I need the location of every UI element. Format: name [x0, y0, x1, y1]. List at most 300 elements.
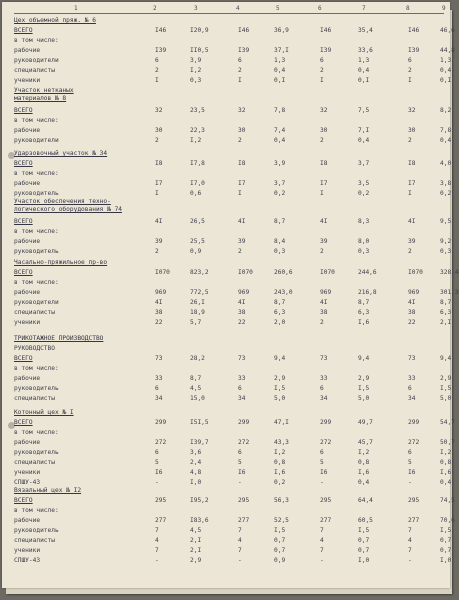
table-cell: 73: [238, 355, 246, 362]
table-row: [14, 344, 444, 353]
table-cell: 2: [155, 248, 159, 255]
table-cell: 22: [155, 319, 163, 326]
row-label: специалисты: [14, 309, 55, 316]
table-cell: 43,3: [274, 439, 289, 446]
table-cell: 0,4: [440, 479, 452, 486]
table-cell: 2,0: [274, 319, 286, 326]
table-cell: 4,8: [190, 469, 202, 476]
row-label: в том числе:: [14, 365, 59, 372]
table-cell: 4: [238, 537, 242, 544]
column-header: 8: [406, 5, 410, 12]
table-cell: 47,I: [274, 419, 289, 426]
table-cell: -: [155, 479, 159, 486]
row-label: в том числе:: [14, 429, 59, 436]
row-label: в том числе:: [14, 507, 59, 514]
table-cell: 44,8: [440, 47, 455, 54]
table-cell: 2,I: [190, 547, 202, 554]
table-cell: 272: [155, 439, 167, 446]
table-cell: 15,0: [190, 395, 205, 402]
table-cell: 73: [408, 355, 416, 362]
table-cell: 5,0: [440, 395, 452, 402]
table-cell: I39: [320, 47, 332, 54]
table-cell: 4I: [238, 218, 246, 225]
table-row: [14, 448, 452, 457]
table-cell: 7,8: [274, 107, 286, 114]
table-cell: I: [155, 190, 159, 197]
table-cell: 7: [320, 547, 324, 554]
table-cell: 46,6: [440, 27, 455, 34]
table-cell: 6: [320, 449, 324, 456]
table-cell: 6: [408, 57, 412, 64]
table-cell: 4I: [320, 218, 328, 225]
table-cell: 5: [155, 459, 159, 466]
row-label: в том числе:: [14, 170, 59, 177]
table-cell: 969: [320, 289, 332, 296]
table-cell: 0,4: [440, 137, 452, 144]
table-cell: 32: [238, 107, 246, 114]
row-label: ВСЕГО: [14, 419, 33, 426]
table-row: [14, 258, 444, 267]
row-label: специалисты: [14, 67, 55, 74]
table-cell: 0,I: [440, 77, 452, 84]
table-cell: 0,3: [190, 77, 202, 84]
table-row: [14, 36, 444, 45]
table-cell: 4I: [408, 218, 416, 225]
table-row: [14, 66, 452, 75]
table-cell: 2: [320, 137, 324, 144]
table-cell: I8: [238, 160, 246, 167]
table-row: [14, 237, 452, 246]
table-cell: 4I: [155, 299, 163, 306]
table-cell: I,5: [274, 385, 286, 392]
table-cell: I7,8: [190, 160, 205, 167]
table-cell: 38: [320, 309, 328, 316]
table-cell: 0,8: [274, 459, 286, 466]
row-label: рабочие: [14, 180, 41, 187]
row-label: руководитель: [14, 190, 59, 197]
table-cell: 5: [320, 459, 324, 466]
row-label: ученики: [14, 469, 41, 476]
row-label: рабочие: [14, 289, 41, 296]
table-cell: 33: [155, 375, 163, 382]
row-label: рабочие: [14, 47, 41, 54]
column-header: 4: [236, 5, 240, 12]
table-cell: I,0: [440, 557, 452, 564]
table-cell: I: [238, 190, 242, 197]
table-cell: 2: [155, 137, 159, 144]
table-cell: 6: [238, 449, 242, 456]
table-cell: 32: [408, 107, 416, 114]
table-row: [14, 408, 444, 417]
table-cell: 1,3: [440, 57, 452, 64]
table-cell: 74,5: [440, 497, 455, 504]
table-cell: I6: [238, 469, 246, 476]
table-cell: 4,5: [190, 527, 202, 534]
table-cell: 7: [320, 527, 324, 534]
table-row: [14, 458, 452, 467]
table-cell: 6: [238, 385, 242, 392]
column-header: 9: [442, 5, 446, 12]
row-label: руководитель: [14, 248, 59, 255]
table-cell: 9,2: [440, 238, 452, 245]
table-cell: 2: [320, 67, 324, 74]
table-cell: 2: [320, 319, 324, 326]
table-row: [14, 169, 444, 178]
table-cell: 244,6: [358, 269, 377, 276]
table-cell: I83,6: [190, 517, 209, 524]
table-cell: 26,I: [190, 299, 205, 306]
table-cell: 0,7: [274, 537, 286, 544]
table-cell: 6,3: [274, 309, 286, 316]
table-cell: 272: [320, 439, 332, 446]
row-label: СПШУ-43: [14, 557, 41, 564]
table-cell: 4I: [238, 299, 246, 306]
table-cell: 8,7: [440, 299, 452, 306]
table-cell: I070: [408, 269, 423, 276]
table-row: [14, 46, 455, 55]
table-cell: 8,0: [358, 238, 370, 245]
table-cell: I,6: [440, 469, 452, 476]
table-row: [14, 227, 444, 236]
table-cell: 54,7: [440, 419, 455, 426]
table-cell: 2,4: [190, 459, 202, 466]
table-cell: 295: [155, 497, 167, 504]
table-row: [14, 278, 444, 287]
table-cell: 7: [238, 547, 242, 554]
row-label: ВСЕГО: [14, 160, 33, 167]
table-cell: 7: [155, 527, 159, 534]
table-cell: 277: [238, 517, 250, 524]
table-cell: I6: [155, 469, 163, 476]
table-cell: I,5: [358, 385, 370, 392]
table-cell: 2,9: [358, 375, 370, 382]
table-row: [14, 318, 452, 327]
table-cell: I39: [155, 47, 167, 54]
table-cell: -: [408, 557, 412, 564]
table-cell: 2: [408, 67, 412, 74]
table-cell: 277: [155, 517, 167, 524]
row-label: руководители: [14, 137, 59, 144]
table-cell: 8,4: [274, 238, 286, 245]
table-cell: 30: [408, 127, 416, 134]
table-cell: 295: [320, 497, 332, 504]
table-cell: 295: [238, 497, 250, 504]
table-cell: 3,7: [358, 160, 370, 167]
row-label: в том числе:: [14, 279, 59, 286]
table-cell: 73: [155, 355, 163, 362]
table-cell: 73: [320, 355, 328, 362]
table-cell: I,5: [274, 527, 286, 534]
table-cell: 7,5: [358, 107, 370, 114]
table-row: [14, 116, 444, 125]
table-cell: 299: [408, 419, 420, 426]
table-cell: 6: [155, 385, 159, 392]
table-row: [14, 308, 452, 317]
table-cell: 30: [155, 127, 163, 134]
table-row: [14, 106, 452, 115]
table-cell: I39: [408, 47, 420, 54]
table-row: [14, 217, 452, 226]
table-cell: I,5: [440, 385, 452, 392]
table-cell: I5I,5: [190, 419, 209, 426]
table-row: [14, 438, 455, 447]
table-row: [14, 298, 452, 307]
table-cell: 56,3: [274, 497, 289, 504]
table-cell: I: [238, 77, 242, 84]
table-cell: I95,2: [190, 497, 209, 504]
table-row: [14, 384, 452, 393]
table-cell: 0,6: [190, 190, 202, 197]
table-cell: 6: [155, 57, 159, 64]
column-header: 7: [362, 5, 366, 12]
table-cell: I: [408, 77, 412, 84]
table-cell: 33,6: [358, 47, 373, 54]
table-row: [14, 26, 455, 35]
column-header: 1: [74, 5, 78, 12]
table-cell: 2,I: [440, 319, 452, 326]
table-cell: 2: [155, 67, 159, 74]
row-label: рабочие: [14, 127, 41, 134]
table-cell: 1,3: [274, 57, 286, 64]
table-cell: 0,9: [190, 248, 202, 255]
table-cell: 3,8: [440, 180, 452, 187]
row-label: рабочие: [14, 517, 41, 524]
table-cell: 37,I: [274, 47, 289, 54]
table-row: [14, 288, 459, 297]
row-label: рабочие: [14, 375, 41, 382]
table-row: [14, 418, 455, 427]
table-row: [14, 496, 455, 505]
table-cell: 18,9: [190, 309, 205, 316]
table-cell: 23,5: [190, 107, 205, 114]
table-cell: I8: [320, 160, 328, 167]
row-label: ВСЕГО: [14, 218, 33, 225]
table-cell: 328,4: [440, 269, 459, 276]
column-header: 6: [318, 5, 322, 12]
table-row: [14, 516, 455, 525]
table-cell: 2: [238, 137, 242, 144]
table-cell: 39: [320, 238, 328, 245]
row-label: ВСЕГО: [14, 27, 33, 34]
table-cell: 8,7: [190, 375, 202, 382]
row-label: РУКОВОДСТВО: [14, 345, 55, 352]
row-label: в том числе:: [14, 228, 59, 235]
table-cell: I: [155, 77, 159, 84]
table-cell: 243,0: [274, 289, 293, 296]
table-cell: 6: [155, 449, 159, 456]
table-cell: -: [238, 479, 242, 486]
table-cell: 2,9: [190, 557, 202, 564]
table-row: [14, 56, 452, 65]
table-cell: I070: [155, 269, 170, 276]
table-cell: I7: [155, 180, 163, 187]
column-header: 5: [276, 5, 280, 12]
table-cell: 34: [155, 395, 163, 402]
table-cell: I: [408, 190, 412, 197]
table-row: [14, 428, 444, 437]
row-label: рабочие: [14, 439, 41, 446]
table-cell: 8,3: [358, 218, 370, 225]
row-label: руководитель: [14, 527, 59, 534]
table-row: [14, 16, 444, 25]
table-cell: 277: [408, 517, 420, 524]
table-cell: 0,2: [274, 190, 286, 197]
table-cell: 2: [238, 67, 242, 74]
table-cell: 295: [408, 497, 420, 504]
table-row: [14, 536, 452, 545]
table-cell: I,6: [274, 469, 286, 476]
table-cell: 6: [408, 449, 412, 456]
table-cell: 0,8: [358, 459, 370, 466]
table-row: [14, 364, 444, 373]
table-cell: I,6: [358, 469, 370, 476]
table-row: [14, 268, 459, 277]
row-label: Часально-пряжильное пр-во: [14, 259, 108, 266]
table-cell: 2: [238, 248, 242, 255]
table-cell: 28,2: [190, 355, 205, 362]
table-row: [14, 526, 452, 535]
row-label: Котонный цех № I: [14, 409, 74, 416]
table-row: [14, 556, 452, 565]
table-row: [14, 506, 444, 515]
table-cell: 299: [320, 419, 332, 426]
table-cell: 2: [320, 248, 324, 255]
table-row: [14, 546, 452, 555]
table-cell: I,5: [358, 527, 370, 534]
table-cell: 4,0: [440, 160, 452, 167]
table-cell: 6: [238, 57, 242, 64]
table-cell: I,2: [274, 449, 286, 456]
table-cell: 299: [238, 419, 250, 426]
table-cell: 22: [238, 319, 246, 326]
table-cell: 7: [408, 527, 412, 534]
table-cell: -: [155, 557, 159, 564]
table-cell: 6: [408, 385, 412, 392]
row-label: ученики: [14, 319, 41, 326]
table-cell: 6: [320, 57, 324, 64]
table-cell: I: [320, 190, 324, 197]
table-cell: I,2: [190, 67, 202, 74]
table-cell: I39: [238, 47, 250, 54]
table-cell: 34: [408, 395, 416, 402]
table-cell: I46: [408, 27, 420, 34]
row-label: Цех объемной пряж. № 6: [14, 17, 96, 24]
table-cell: 0,3: [274, 248, 286, 255]
table-cell: 0,2: [274, 479, 286, 486]
table-cell: 3,7: [274, 180, 286, 187]
table-cell: 0,7: [440, 547, 452, 554]
table-row: [14, 334, 444, 343]
table-row: [14, 76, 452, 85]
row-label: ВСЕГО: [14, 269, 33, 276]
table-cell: 0,4: [440, 67, 452, 74]
document-page: [2, 2, 459, 588]
table-cell: 33: [320, 375, 328, 382]
table-cell: I8: [408, 160, 416, 167]
table-cell: I,6: [358, 319, 370, 326]
table-cell: 0,4: [358, 137, 370, 144]
row-label: специалисты: [14, 459, 55, 466]
table-cell: I070: [320, 269, 335, 276]
table-cell: 3,5: [358, 180, 370, 187]
table-cell: 2,9: [440, 375, 452, 382]
row-label: Ударзовочный участок № 34: [14, 150, 108, 157]
table-cell: I7,0: [190, 180, 205, 187]
table-cell: 216,8: [358, 289, 377, 296]
table-row: [14, 354, 452, 363]
table-cell: 6,3: [440, 309, 452, 316]
table-cell: 1,3: [358, 57, 370, 64]
table-cell: 35,4: [358, 27, 373, 34]
table-cell: 3,9: [190, 57, 202, 64]
table-cell: 64,4: [358, 497, 373, 504]
row-label: ТРИКОТАЖНОЕ ПРОИЗВОДСТВО: [14, 335, 104, 342]
table-cell: I46: [238, 27, 250, 34]
table-cell: -: [408, 479, 412, 486]
table-cell: 33: [238, 375, 246, 382]
table-cell: 70,6: [440, 517, 455, 524]
table-cell: 0,7: [274, 547, 286, 554]
table-cell: -: [320, 557, 324, 564]
table-cell: 60,5: [358, 517, 373, 524]
table-cell: 5: [408, 459, 412, 466]
table-cell: I6: [408, 469, 416, 476]
table-cell: -: [238, 557, 242, 564]
table-cell: 39: [238, 238, 246, 245]
table-cell: 772,5: [190, 289, 209, 296]
table-cell: 0,I: [358, 77, 370, 84]
row-label: специалисты: [14, 395, 55, 402]
table-cell: I070: [238, 269, 253, 276]
row-label: руководители: [14, 299, 59, 306]
table-cell: I,0: [190, 479, 202, 486]
table-cell: 0,4: [358, 479, 370, 486]
table-cell: 4,5: [190, 385, 202, 392]
table-cell: I: [320, 77, 324, 84]
table-cell: I7: [320, 180, 328, 187]
table-cell: 9,4: [358, 355, 370, 362]
table-cell: I20,9: [190, 27, 209, 34]
table-row: [14, 87, 444, 102]
row-label: ВСЕГО: [14, 355, 33, 362]
row-label: Участок обеспечения техно- логического оборудования № 74: [14, 198, 123, 213]
table-cell: I7: [238, 180, 246, 187]
table-row: [14, 159, 452, 168]
table-cell: 2: [408, 137, 412, 144]
table-row: [14, 179, 452, 188]
table-cell: 0,8: [440, 459, 452, 466]
table-cell: I,2: [440, 449, 452, 456]
table-cell: 969: [155, 289, 167, 296]
table-cell: 52,5: [274, 517, 289, 524]
table-row: [14, 189, 452, 198]
table-cell: 7,8: [440, 127, 452, 134]
table-cell: 0,3: [358, 248, 370, 255]
table-cell: 4: [320, 537, 324, 544]
table-cell: 5: [238, 459, 242, 466]
table-cell: 39: [408, 238, 416, 245]
table-cell: 6,3: [358, 309, 370, 316]
table-cell: 4I: [408, 299, 416, 306]
table-cell: I6: [320, 469, 328, 476]
table-cell: 3,9: [274, 160, 286, 167]
table-cell: 5,0: [274, 395, 286, 402]
table-cell: 33: [408, 375, 416, 382]
table-cell: 25,5: [190, 238, 205, 245]
table-cell: 823,2: [190, 269, 209, 276]
table-cell: 7: [408, 547, 412, 554]
table-cell: I,2: [358, 449, 370, 456]
